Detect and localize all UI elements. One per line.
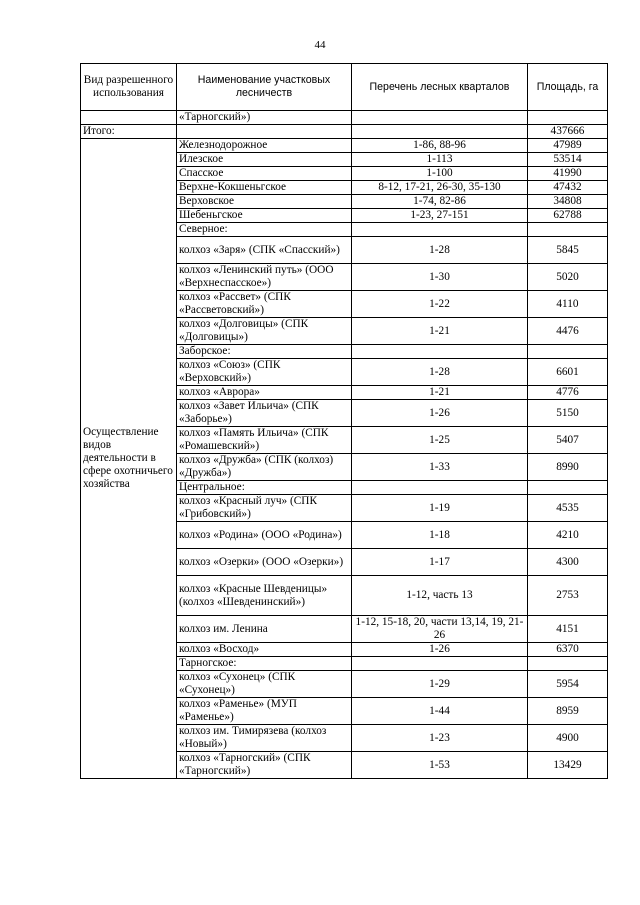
quarters-cell: 1-100 <box>352 167 528 181</box>
forestry-name-cell: колхоз «Раменье» (МУП «Раменье») <box>177 698 352 725</box>
area-cell: 4300 <box>528 549 608 576</box>
quarters-cell: 1-25 <box>352 427 528 454</box>
total-label: Итого: <box>81 125 177 139</box>
carryover-name: «Тарногский») <box>177 111 352 125</box>
header-quarters-list: Перечень лесных кварталов <box>352 64 528 111</box>
area-cell: 4210 <box>528 522 608 549</box>
area-cell: 5954 <box>528 671 608 698</box>
forestry-name-cell: колхоз «Завет Ильича» (СПК «Заборье») <box>177 400 352 427</box>
quarters-cell: 1-23, 27-151 <box>352 209 528 223</box>
area-cell: 4535 <box>528 495 608 522</box>
usage-type-cell: Осуществление видов деятельности в сфере охотничьего хозяйства <box>81 139 177 779</box>
forestry-name-cell: Тарногское: <box>177 657 352 671</box>
quarters-cell <box>352 345 528 359</box>
forestry-name-cell: колхоз «Дружба» (СПК (колхоз) «Дружба») <box>177 454 352 481</box>
carryover-row <box>81 111 608 125</box>
quarters-cell: 1-22 <box>352 291 528 318</box>
forestry-name-cell: Спасское <box>177 167 352 181</box>
quarters-cell: 1-21 <box>352 386 528 400</box>
quarters-cell: 1-19 <box>352 495 528 522</box>
forestry-name-cell: колхоз им. Тимирязева (колхоз «Новый») <box>177 725 352 752</box>
area-cell: 6370 <box>528 643 608 657</box>
area-cell <box>528 481 608 495</box>
quarters-cell: 1-44 <box>352 698 528 725</box>
forestry-name-cell: Верхне-Кокшеньгское <box>177 181 352 195</box>
area-cell: 8990 <box>528 454 608 481</box>
forestry-name-cell: Илезское <box>177 153 352 167</box>
area-cell <box>528 345 608 359</box>
quarters-cell: 1-86, 88-96 <box>352 139 528 153</box>
forestry-name-cell: Шебеньгское <box>177 209 352 223</box>
forestry-name-cell: колхоз «Память Ильича» (СПК «Ромашевский») <box>177 427 352 454</box>
forestry-name-cell: колхоз «Союз» (СПК «Верховский») <box>177 359 352 386</box>
quarters-cell: 1-30 <box>352 264 528 291</box>
forestry-name-cell: Заборское: <box>177 345 352 359</box>
quarters-cell: 1-53 <box>352 752 528 779</box>
forest-quarters-table <box>80 63 608 779</box>
area-cell: 41990 <box>528 167 608 181</box>
header-usage-type: Вид разрешенного использования <box>81 64 177 111</box>
carryover-quarters-cell <box>352 111 528 125</box>
area-cell: 5150 <box>528 400 608 427</box>
area-cell: 5845 <box>528 237 608 264</box>
forestry-name-cell: колхоз «Ленинский путь» (ООО «Верхнеспасское») <box>177 264 352 291</box>
area-cell: 47432 <box>528 181 608 195</box>
table-row <box>81 139 608 153</box>
forestry-name-cell: Центральное: <box>177 481 352 495</box>
forestry-name-cell: колхоз им. Ленина <box>177 616 352 643</box>
forestry-name-cell: колхоз «Аврора» <box>177 386 352 400</box>
area-cell: 4151 <box>528 616 608 643</box>
quarters-cell: 1-29 <box>352 671 528 698</box>
quarters-cell: 1-28 <box>352 237 528 264</box>
area-cell: 53514 <box>528 153 608 167</box>
forestry-name-cell: колхоз «Заря» (СПК «Спасский») <box>177 237 352 264</box>
area-cell: 34808 <box>528 195 608 209</box>
area-cell: 5407 <box>528 427 608 454</box>
area-cell <box>528 223 608 237</box>
forestry-name-cell: колхоз «Долговицы» (СПК «Долговицы») <box>177 318 352 345</box>
header-area: Площадь, га <box>528 64 608 111</box>
forestry-name-cell: Северное: <box>177 223 352 237</box>
forestry-name-cell: колхоз «Тарногский» (СПК «Тарногский») <box>177 752 352 779</box>
carryover-area-cell <box>528 111 608 125</box>
total-row <box>81 125 608 139</box>
forestry-name-cell: колхоз «Восход» <box>177 643 352 657</box>
quarters-cell <box>352 481 528 495</box>
forestry-name-cell: Железнодорожное <box>177 139 352 153</box>
quarters-cell: 1-21 <box>352 318 528 345</box>
quarters-cell: 1-12, часть 13 <box>352 576 528 616</box>
total-area: 437666 <box>528 125 608 139</box>
area-cell: 13429 <box>528 752 608 779</box>
area-cell: 8959 <box>528 698 608 725</box>
area-cell: 4476 <box>528 318 608 345</box>
quarters-cell: 1-33 <box>352 454 528 481</box>
quarters-cell <box>352 223 528 237</box>
area-cell: 4776 <box>528 386 608 400</box>
quarters-cell: 1-113 <box>352 153 528 167</box>
area-cell: 62788 <box>528 209 608 223</box>
carryover-usage-cell <box>81 111 177 125</box>
total-empty-name <box>177 125 352 139</box>
forestry-name-cell: колхоз «Сухонец» (СПК «Сухонец») <box>177 671 352 698</box>
forestry-name-cell: колхоз «Красный луч» (СПК «Грибовский») <box>177 495 352 522</box>
area-cell: 6601 <box>528 359 608 386</box>
forestry-name-cell: колхоз «Красные Шевденицы» (колхоз «Шевденинский») <box>177 576 352 616</box>
area-cell: 4110 <box>528 291 608 318</box>
forestry-name-cell: колхоз «Рассвет» (СПК «Рассветовский») <box>177 291 352 318</box>
area-cell: 47989 <box>528 139 608 153</box>
forestry-name-cell: Верховское <box>177 195 352 209</box>
area-cell: 5020 <box>528 264 608 291</box>
quarters-cell: 1-26 <box>352 643 528 657</box>
area-cell: 2753 <box>528 576 608 616</box>
total-empty-quarters <box>352 125 528 139</box>
area-cell: 4900 <box>528 725 608 752</box>
page-number: 44 <box>314 39 326 51</box>
quarters-cell: 1-17 <box>352 549 528 576</box>
quarters-cell: 1-18 <box>352 522 528 549</box>
forestry-name-cell: колхоз «Озерки» (ООО «Озерки») <box>177 549 352 576</box>
quarters-cell: 1-26 <box>352 400 528 427</box>
quarters-cell: 1-74, 82-86 <box>352 195 528 209</box>
area-cell <box>528 657 608 671</box>
quarters-cell: 1-23 <box>352 725 528 752</box>
quarters-cell: 8-12, 17-21, 26-30, 35-130 <box>352 181 528 195</box>
header-forestry-name: Наименование участковых лесничеств <box>177 64 352 111</box>
quarters-cell: 1-28 <box>352 359 528 386</box>
table-header-row <box>81 64 608 111</box>
quarters-cell: 1-12, 15-18, 20, части 13,14, 19, 21-26 <box>352 616 528 643</box>
forestry-name-cell: колхоз «Родина» (ООО «Родина») <box>177 522 352 549</box>
quarters-cell <box>352 657 528 671</box>
